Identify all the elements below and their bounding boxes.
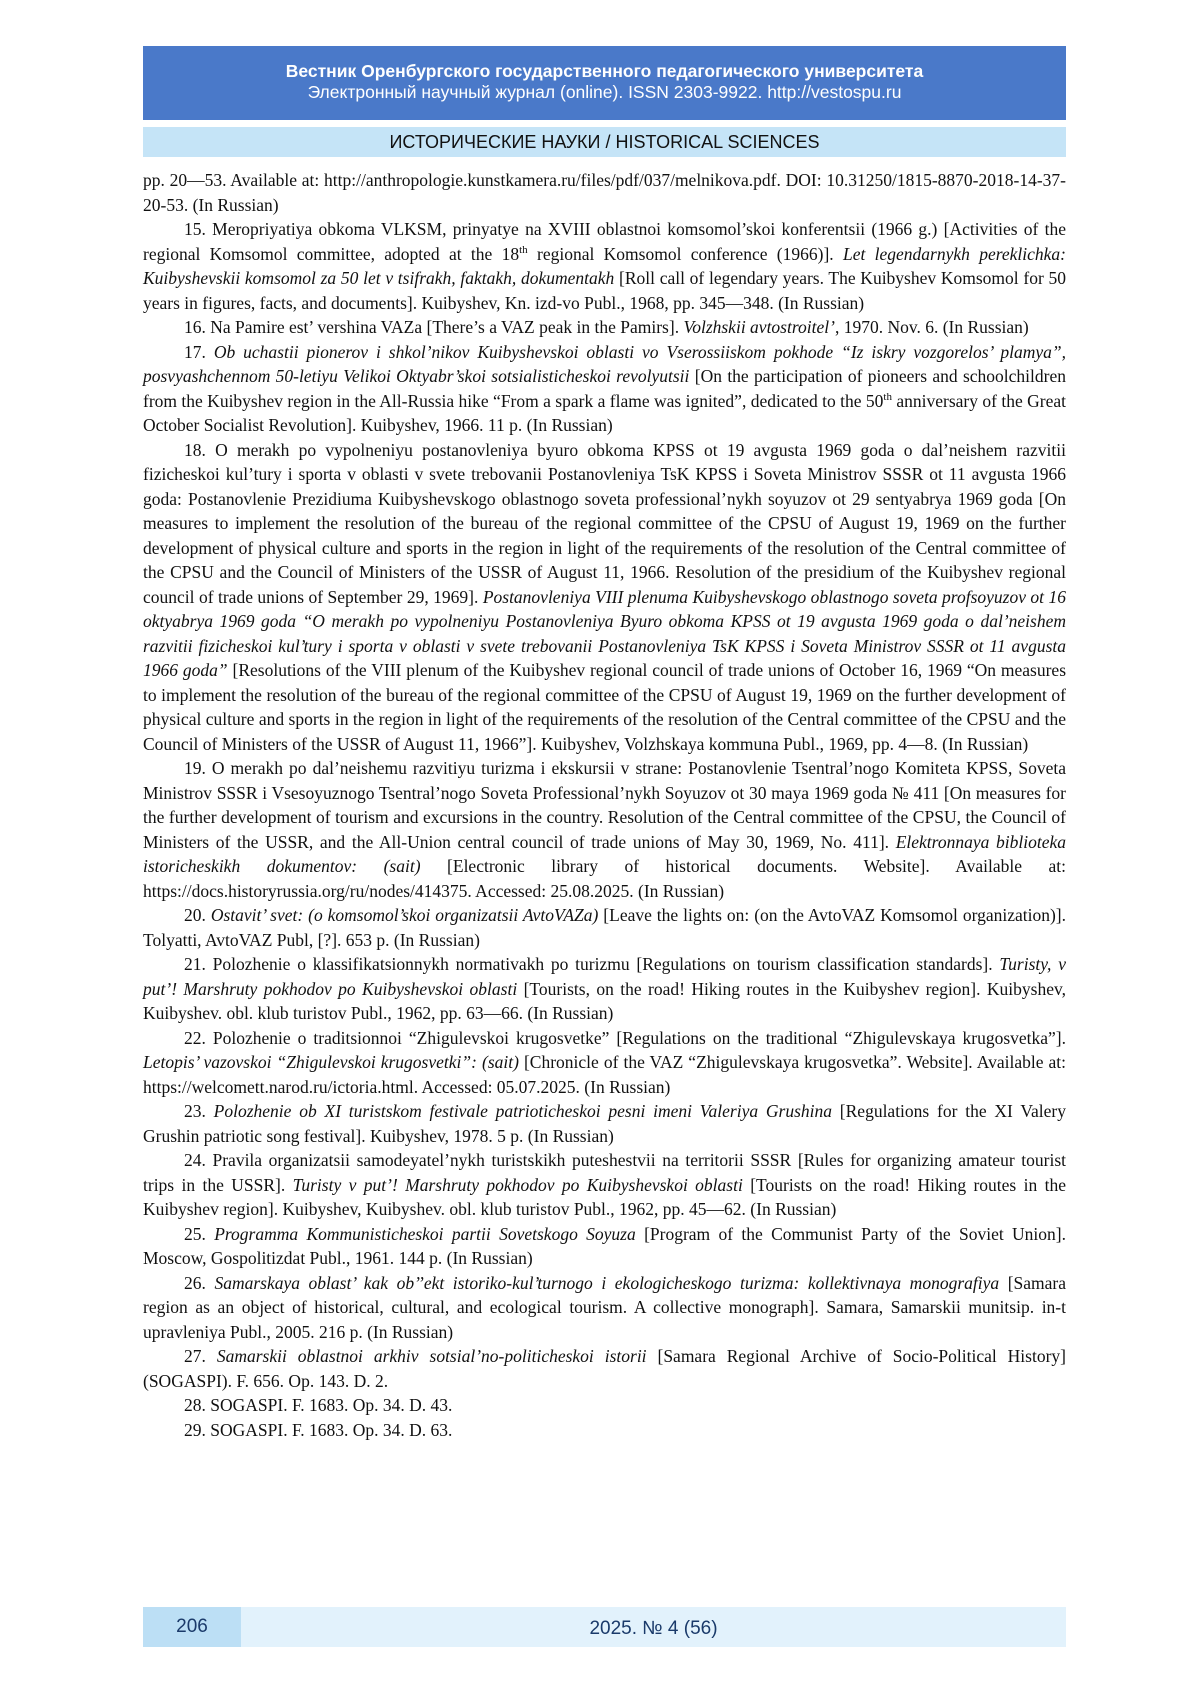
reference-27: 27. Samarskii oblastnoi arkhiv sotsial’no-politicheskoi istorii [Samara Regional Archive of Socio-Political History] (SOGASPI). F. 656. Op. 143. D. 2. [143,1346,1066,1391]
reference-15: 15. Meropriyatiya obkoma VLKSM, prinyatye na XVIII oblastnoi komsomol’skoi konferentsii (1966 g.) [Activities of the regional Komsomol committee, adopted at the 18th regional Komsomol conference (1966)]. Let legendarnykh pereklichka: Kuibyshevskii komsomol za 50 let v tsifrakh, faktakh, dokumentakh [Roll call of legendary years. The Kuibyshev Komsomol for 50 years in figures, facts, and documents]. Kuibyshev, Kn. izd-vo Publ., 1968, pp. 345—348. (In Russian) [143,219,1066,313]
reference-22: 22. Polozhenie o traditsionnoi “Zhigulevskoi krugosvetke” [Regulations on the traditional “Zhigulevskaya krugosvetka”]. Letopis’ vazovskoi “Zhigulevskoi krugosvetki”: (sait) [Chronicle of the VAZ “Zhigulevskaya krugosvetka”. Website]. Available at: https://welcomett.narod.ru/ictoria.html. Accessed: 05.07.2025. (In Russian) [143,1027,1066,1097]
reference-17: 17. Ob uchastii pionerov i shkol’nikov Kuibyshevskoi oblasti vo Vserossiiskom pokhode “Iz iskry vozgorelos’ plamya”, posvyashchennom 50-letiyu Velikoi Oktyabr’skoi sotsialisticheskoi revolyutsii [On the participation of pioneers and schoolchildren from the Kuibyshev region in the All-Russia hike “From a spark a flame was ignited”, dedicated to the 50th anniversary of the Great October Socialist Revolution]. Kuibyshev, 1966. 11 p. (In Russian) [143,341,1067,435]
reference-23: 23. Polozhenie ob XI turistskom festivale patrioticheskoi pesni imeni Valeriya Grushina [Regulations for the XI Valery Grushin patriotic song festival]. Kuibyshev, 1978. 5 p. (In Russian) [143,1101,1066,1146]
page-footer [143,1607,1066,1647]
journal-subtitle: Электронный научный журнал (online). ISSN 2303-9922. http://vestospu.ru [307,82,902,102]
section-title: ИСТОРИЧЕСКИЕ НАУКИ / HISTORICAL SCIENCES [143,127,1066,157]
reference-20: 20. Ostavit’ svet: (o komsomol’skoi organizatsii AvtoVAZa) [Leave the lights on: (on the AvtoVAZ Komsomol organization)]. Tolyatti, AvtoVAZ Publ, [?]. 653 p. (In Russian) [143,905,1067,950]
reference-16: 16. Na Pamire est’ vershina VAZa [There’s a VAZ peak in the Pamirs]. Volzhskii avtostroitel’, 1970. Nov. 6. (In Russian) [184,317,1029,337]
reference-14-continued: pp. 20—53. Available at: http://anthropologie.kunstkamera.ru/files/pdf/037/melnikova.pdf. DOI: 10.31250/1815-8870-2018-14-37-20-53. (In Russian) [143,170,1066,215]
issue-number: 2025. № 4 (56) [589,1618,718,1639]
journal-title: Вестник Оренбургского государственного педагогического университета [285,61,924,81]
reference-29: 29. SOGASPI. F. 1683. Op. 34. D. 63. [184,1419,453,1440]
reference-25: 25. Programma Kommunisticheskoi partii Sovetskogo Soyuza [Program of the Communist Party of the Soviet Union]. Moscow, Gospolitizdat Publ., 1961. 144 p. (In Russian) [143,1223,1066,1268]
page-number: 206 [143,1607,241,1647]
reference-18: 18. O merakh po vypolneniyu postanovleniya byuro obkoma KPSS ot 19 avgusta 1969 goda o dal’neishem razvitii fizicheskoi kul’tury i sporta v oblasti v svete trebovanii Postanovleniya TsK KPSS i Soveta Ministrov SSSR ot 11 avgusta 1966 goda: Postanovlenie Prezidiuma Kuibyshevskogo oblastnogo soveta professional’nykh soyuzov ot 29 sentyabrya 1969 goda [On measures to implement the resolution of the bureau of the regional committee of the CPSU of August 19, 1969 on the further development of physical culture and sports in the region in light of the requirements of the resolution of the Central committee of the CPSU and the Council of Ministers of the USSR of August 11, 1966. Resolution of the presidium of the Kuibyshev regional council of trade unions of September 29, 1969]. Postanovleniya VIII plenuma Kuibyshevskogo oblastnogo soveta profsoyuzov ot 16 oktyabrya 1969 goda “O merakh po vypolneniyu Postanovleniya Byuro obkoma KPSS ot 19 avgusta 1969 goda o dal’neishem razvitii fizicheskoi kul’tury i sporta v oblasti v svete trebovanii Postanovleniya TsK KPSS i Soveta Ministrov SSSR ot 11 avgusta 1966 goda” [Resolutions of the VIII plenum of the Kuibyshev regional council of trade unions of October 16, 1969 “On measures to implement the resolution of the bureau of the regional committee of the CPSU of August 19, 1969 on the further development of physical culture and sports in the region in light of the requirements of the resolution of the Central committee of the CPSU and the Council of Ministers of the USSR of August 11, 1966”]. Kuibyshev, Volzhskaya kommuna Publ., 1969, pp. 4—8. (In Russian) [143,439,1067,754]
reference-24: 24. Pravila organizatsii samodeyatel’nykh turistskikh puteshestvii na territorii SSSR [Rules for organizing amateur tourist trips in the USSR]. Turisty v put’! Marshruty pokhodov po Kuibyshevskoi oblasti [Tourists on the road! Hiking routes in the Kuibyshev region]. Kuibyshev, Kuibyshev. obl. klub turistov Publ., 1962, pp. 45—62. (In Russian) [143,1150,1066,1219]
journal-header [143,46,1066,120]
reference-28: 28. SOGASPI. F. 1683. Op. 34. D. 43. [184,1395,453,1415]
reference-21: 21. Polozhenie o klassifikatsionnykh normativakh po turizmu [Regulations on tourism classification standards]. Turisty, v put’! Marshruty pokhodov po Kuibyshevskoi oblasti [Tourists, on the road! Hiking routes in the Kuibyshev region]. Kuibyshev, Kuibyshev. obl. klub turistov Publ., 1962, pp. 63—66. (In Russian) [143,954,1066,1023]
references-list [143,168,1066,1442]
reference-19: 19. O merakh po dal’neishemu razvitiyu turizma i ekskursii v strane: Postanovlenie Tsentral’nogo Komiteta KPSS, Soveta Ministrov SSSR i Vsesoyuznogo Tsentral’nogo Soveta Professional’nykh Soyuzov ot 30 maya 1969 goda № 411 [On measures for the further development of tourism and excursions in the country. Resolution of the Central committee of the CPSU, the Council of Ministers of the USSR, and the All-Union central council of trade unions of May 30, 1969, No. 411]. Elektronnaya biblioteka istoricheskikh dokumentov: (sait) [Electronic library of historical documents. Website]. Available at: https://docs.historyrussia.org/ru/nodes/414375. Accessed: 25.08.2025. (In Russian) [143,758,1066,901]
reference-26: 26. Samarskaya oblast’ kak ob’’ekt istoriko-kul’turnogo i ekologicheskogo turizma: kollektivnaya monografiya [Samara region as an object of historical, cultural, and ecological tourism. A collective monograph]. Samara, Samarskii munitsip. in-t upravleniya Publ., 2005. 216 p. (In Russian) [143,1272,1066,1342]
